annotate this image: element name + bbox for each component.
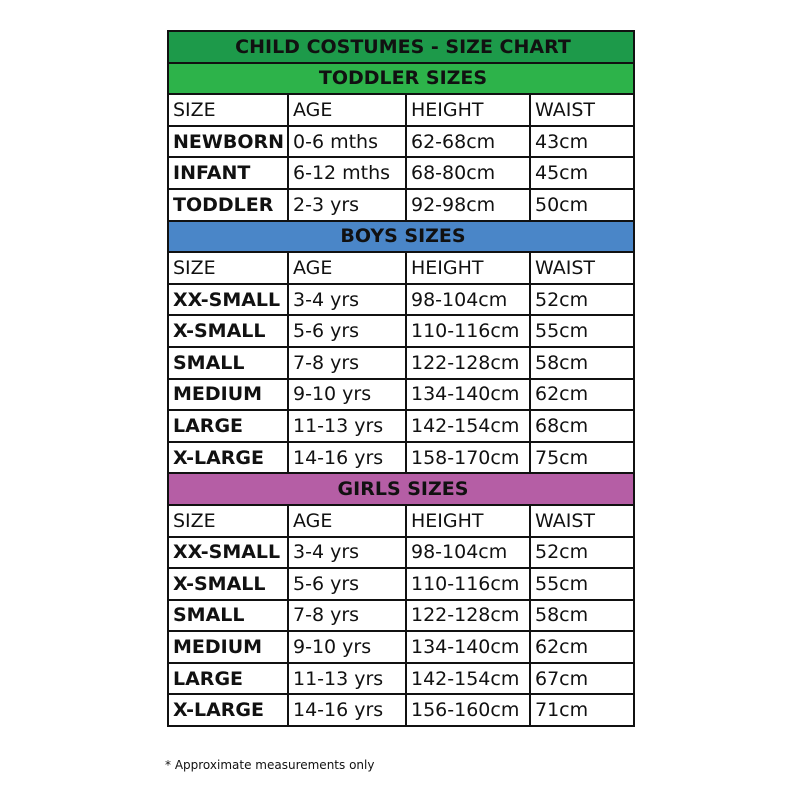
waist-cell: 58cm	[530, 347, 634, 379]
column-header: SIZE	[168, 505, 288, 537]
size-cell: TODDLER	[168, 189, 288, 221]
age-cell: 14-16 yrs	[288, 442, 406, 474]
size-cell: SMALL	[168, 347, 288, 379]
waist-cell: 75cm	[530, 442, 634, 474]
column-header: AGE	[288, 252, 406, 284]
table-row	[168, 284, 634, 316]
waist-cell: 58cm	[530, 600, 634, 632]
height-cell: 68-80cm	[406, 157, 530, 189]
column-header: WAIST	[530, 94, 634, 126]
table-row	[168, 694, 634, 726]
age-cell: 11-13 yrs	[288, 663, 406, 695]
age-cell: 5-6 yrs	[288, 315, 406, 347]
age-cell: 3-4 yrs	[288, 537, 406, 569]
waist-cell: 71cm	[530, 694, 634, 726]
age-cell: 0-6 mths	[288, 126, 406, 158]
waist-cell: 45cm	[530, 157, 634, 189]
column-header: WAIST	[530, 505, 634, 537]
column-header: HEIGHT	[406, 252, 530, 284]
height-cell: 142-154cm	[406, 410, 530, 442]
chart-title: CHILD COSTUMES - SIZE CHART	[168, 31, 634, 63]
column-header-row	[168, 252, 634, 284]
waist-cell: 62cm	[530, 379, 634, 411]
height-cell: 62-68cm	[406, 126, 530, 158]
table-row	[168, 315, 634, 347]
column-header-row	[168, 505, 634, 537]
size-cell: X-LARGE	[168, 694, 288, 726]
table-row	[168, 410, 634, 442]
waist-cell: 50cm	[530, 189, 634, 221]
age-cell: 11-13 yrs	[288, 410, 406, 442]
waist-cell: 55cm	[530, 568, 634, 600]
size-chart-body	[168, 31, 634, 726]
age-cell: 5-6 yrs	[288, 568, 406, 600]
waist-cell: 62cm	[530, 631, 634, 663]
column-header: SIZE	[168, 252, 288, 284]
size-cell: LARGE	[168, 410, 288, 442]
height-cell: 142-154cm	[406, 663, 530, 695]
footnote: * Approximate measurements only	[165, 758, 375, 772]
table-row	[168, 568, 634, 600]
age-cell: 3-4 yrs	[288, 284, 406, 316]
size-cell: MEDIUM	[168, 631, 288, 663]
height-cell: 110-116cm	[406, 568, 530, 600]
age-cell: 9-10 yrs	[288, 379, 406, 411]
table-row	[168, 442, 634, 474]
age-cell: 7-8 yrs	[288, 347, 406, 379]
size-cell: SMALL	[168, 600, 288, 632]
section-heading: TODDLER SIZES	[168, 63, 634, 95]
height-cell: 98-104cm	[406, 537, 530, 569]
size-cell: XX-SMALL	[168, 284, 288, 316]
table-row	[168, 600, 634, 632]
column-header: SIZE	[168, 94, 288, 126]
height-cell: 98-104cm	[406, 284, 530, 316]
table-row	[168, 663, 634, 695]
waist-cell: 43cm	[530, 126, 634, 158]
height-cell: 110-116cm	[406, 315, 530, 347]
age-cell: 2-3 yrs	[288, 189, 406, 221]
height-cell: 134-140cm	[406, 379, 530, 411]
section-heading: GIRLS SIZES	[168, 473, 634, 505]
waist-cell: 52cm	[530, 537, 634, 569]
age-cell: 6-12 mths	[288, 157, 406, 189]
size-cell: MEDIUM	[168, 379, 288, 411]
size-cell: XX-SMALL	[168, 537, 288, 569]
column-header: AGE	[288, 505, 406, 537]
height-cell: 122-128cm	[406, 600, 530, 632]
age-cell: 7-8 yrs	[288, 600, 406, 632]
column-header: HEIGHT	[406, 505, 530, 537]
size-cell: LARGE	[168, 663, 288, 695]
waist-cell: 68cm	[530, 410, 634, 442]
waist-cell: 55cm	[530, 315, 634, 347]
table-row	[168, 157, 634, 189]
section-header-row	[168, 63, 634, 95]
age-cell: 14-16 yrs	[288, 694, 406, 726]
size-cell: INFANT	[168, 157, 288, 189]
chart-title-row	[168, 31, 634, 63]
height-cell: 92-98cm	[406, 189, 530, 221]
table-row	[168, 189, 634, 221]
height-cell: 122-128cm	[406, 347, 530, 379]
column-header: AGE	[288, 94, 406, 126]
size-cell: X-SMALL	[168, 568, 288, 600]
height-cell: 158-170cm	[406, 442, 530, 474]
table-row	[168, 537, 634, 569]
size-cell: X-LARGE	[168, 442, 288, 474]
age-cell: 9-10 yrs	[288, 631, 406, 663]
height-cell: 134-140cm	[406, 631, 530, 663]
section-heading: BOYS SIZES	[168, 221, 634, 253]
section-header-row	[168, 473, 634, 505]
height-cell: 156-160cm	[406, 694, 530, 726]
table-row	[168, 347, 634, 379]
waist-cell: 52cm	[530, 284, 634, 316]
table-row	[168, 126, 634, 158]
size-cell: X-SMALL	[168, 315, 288, 347]
size-chart-table	[167, 30, 635, 727]
table-row	[168, 379, 634, 411]
column-header-row	[168, 94, 634, 126]
column-header: HEIGHT	[406, 94, 530, 126]
table-row	[168, 631, 634, 663]
size-cell: NEWBORN	[168, 126, 288, 158]
column-header: WAIST	[530, 252, 634, 284]
waist-cell: 67cm	[530, 663, 634, 695]
section-header-row	[168, 221, 634, 253]
